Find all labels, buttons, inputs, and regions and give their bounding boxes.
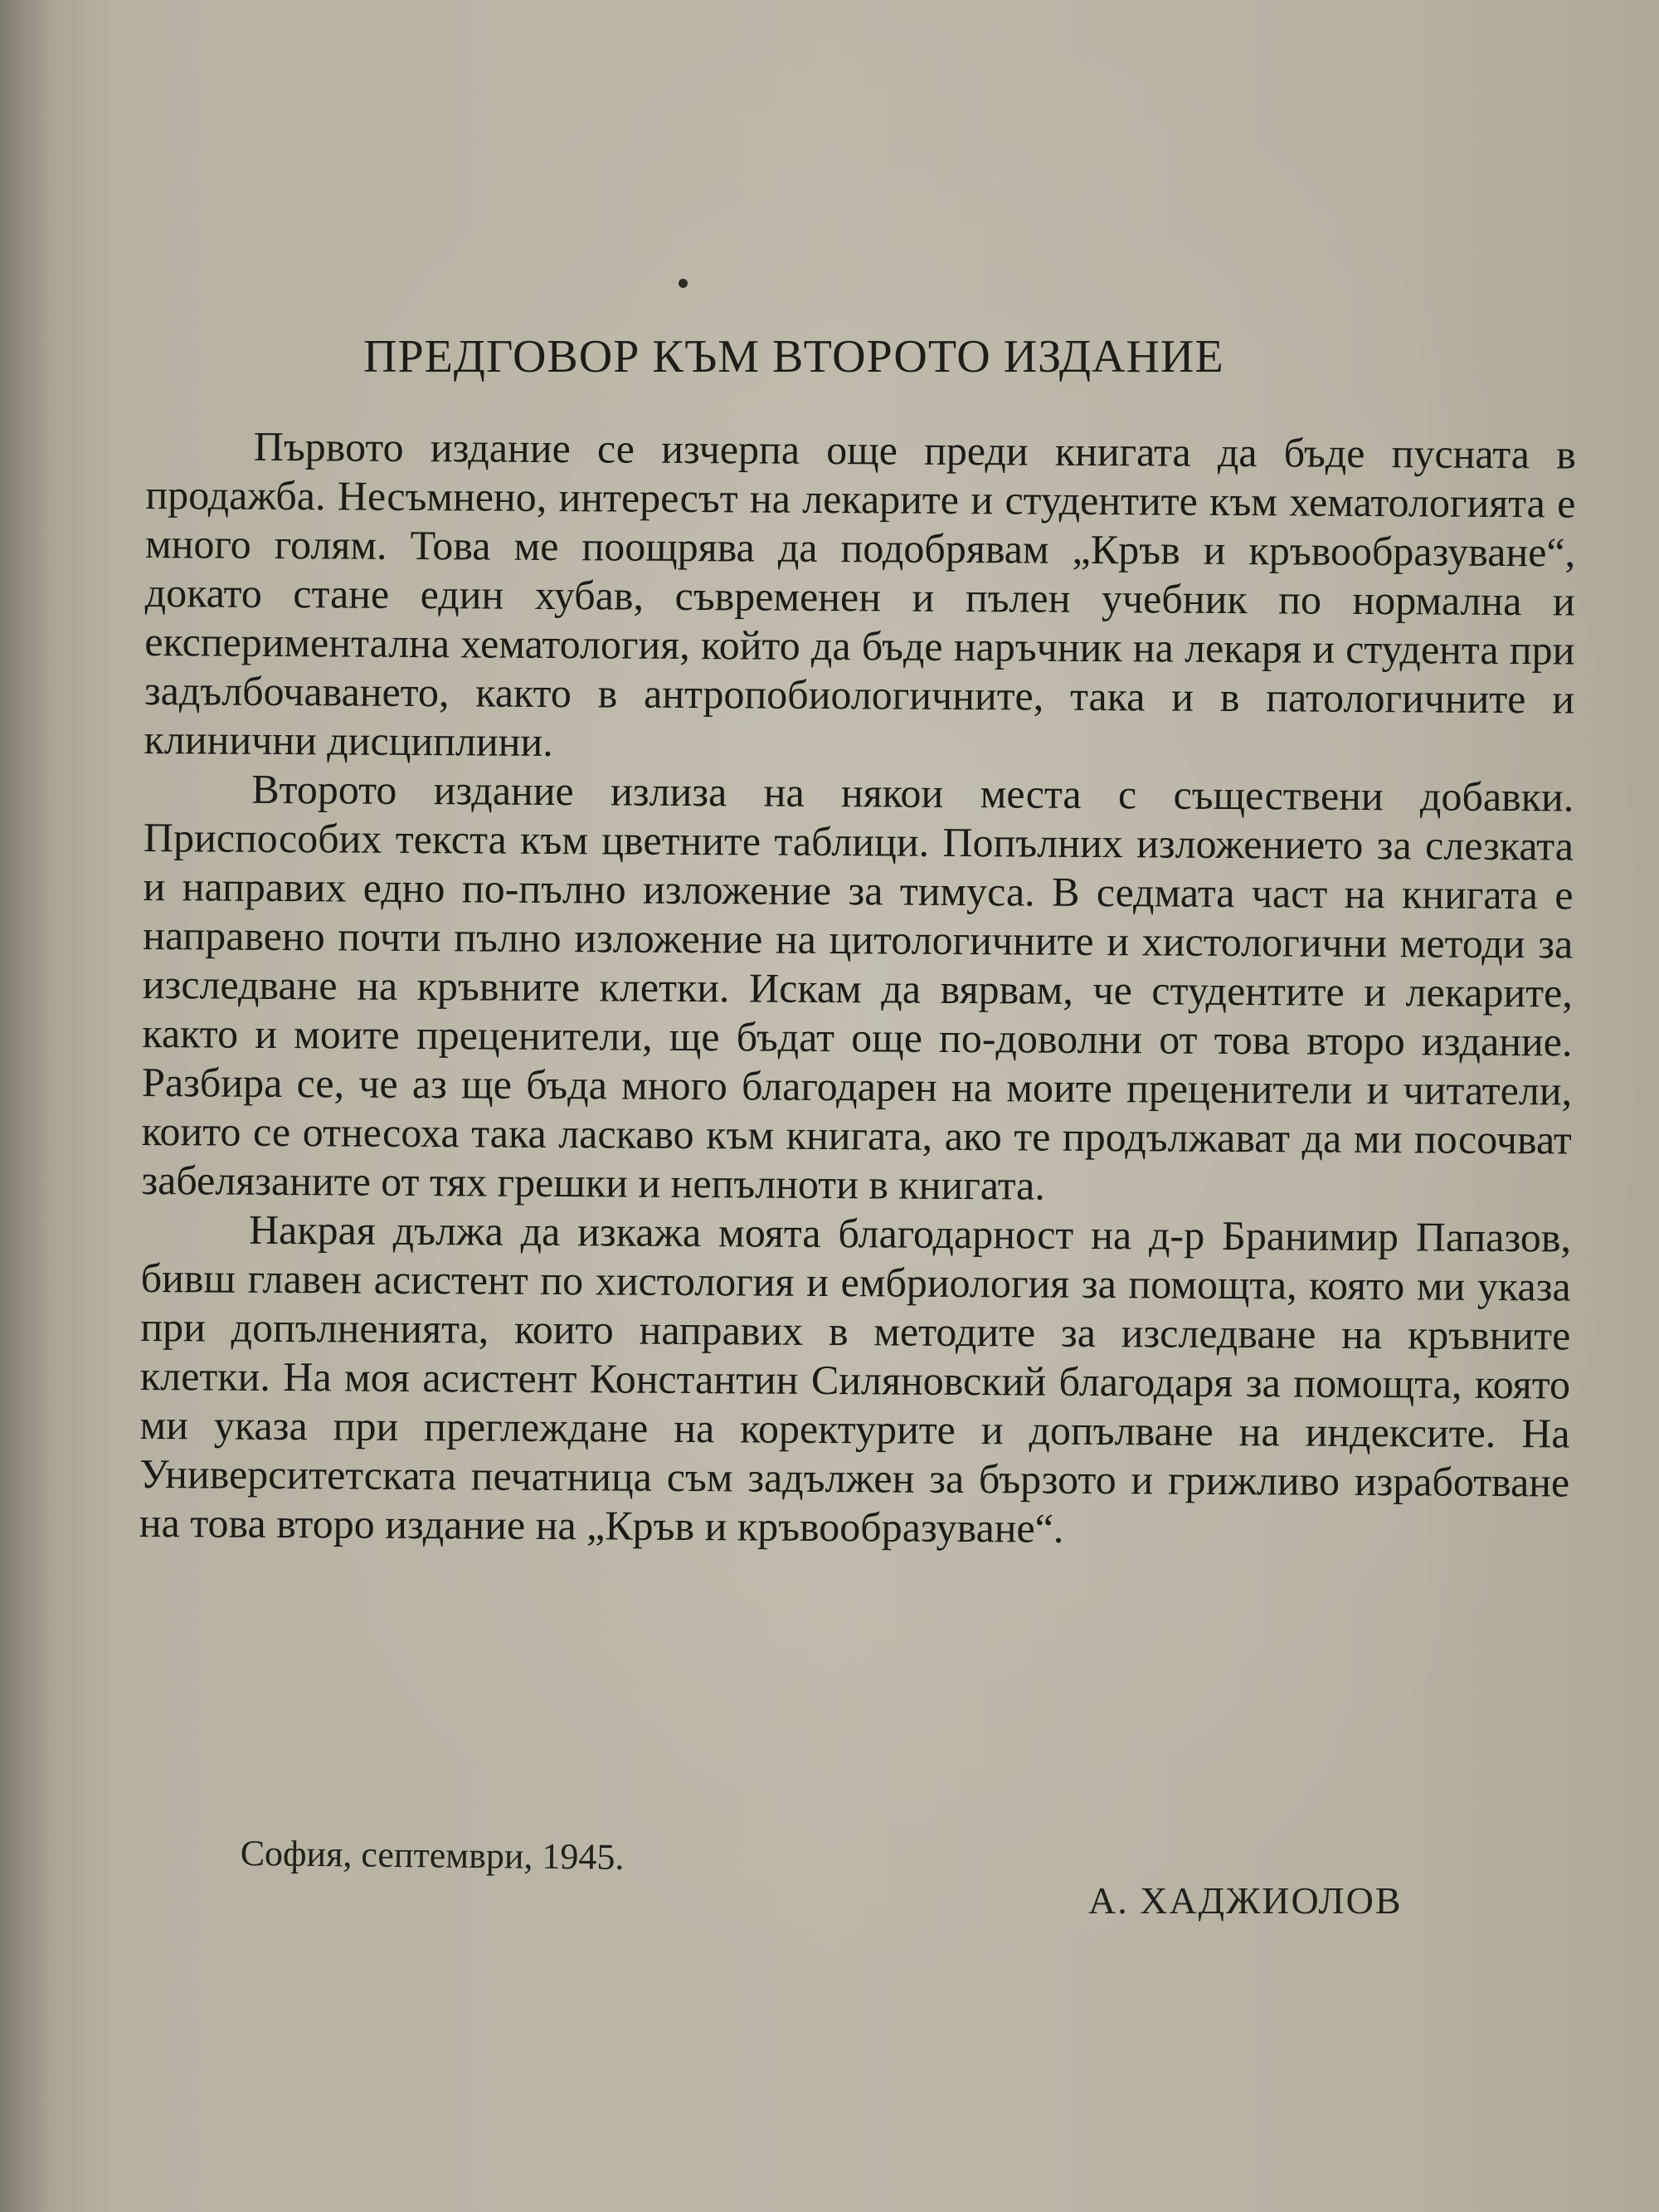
author-signature: А. ХАДЖИОЛОВ <box>1088 1879 1403 1922</box>
preface-body <box>139 421 1576 1557</box>
place-date: София, септември, 1945. <box>240 1833 625 1878</box>
ink-spot <box>679 279 688 288</box>
paragraph-3: Накрая дължа да изкажа моята благодарност на д-р Бранимир Папазов, бивш главен асистент по хистология и ембриология за помощта, която ми указа при допълненията, които направих в методите за изследване на кръвните клетки. На моя асистент Константин Силяновский благодаря за помощта, която ми указа при преглеждане на коректурите и допълване на индексите. На Университетската печатница съм задължен за бързото и грижливо изработване на това второ издание на „Кръв и кръвообразуване“. <box>139 1206 1572 1552</box>
page-title: ПРЕДГОВОР КЪМ ВТОРОТО ИЗДАНИЕ <box>363 331 1224 382</box>
paragraph-2: Второто издание излиза на някои места с съществени добавки. Приспособих текста към цветните таблици. Попълних изложението за слезката и направих едно по-пълно изложение за тимуса. В седмата част на книгата е направено почти пълно изложение на цитологичните и хистологични методи за изследване на кръвните клетки. Искам да вярвам, че студентите и лекарите, както и моите преценители, ще бъдат още по-доволни от това второ издание. Разбира се, че аз ще бъда много благодарен на моите преценители и читатели, които се отнесоха така ласкаво към книгата, ако те продължават да ми посочват забелязаните от тях грешки и непълноти в книгата. <box>141 765 1574 1209</box>
paragraph-1: Първото издание се изчерпа още преди книгата да бъде пусната в продажба. Несъмнено, интересът на лекарите и студентите към хематологията е много голям. Това ме поощрява да подобрявам „Кръв и кръвообразуване“, докато стане един хубав, съвременен и пълен учебник по нормална и експериментална хематология, който да бъде наръчник на лекаря и студента при задълбочаването, както в антропобиологичните, така и в патологичните и клинични дисциплини. <box>144 422 1576 766</box>
